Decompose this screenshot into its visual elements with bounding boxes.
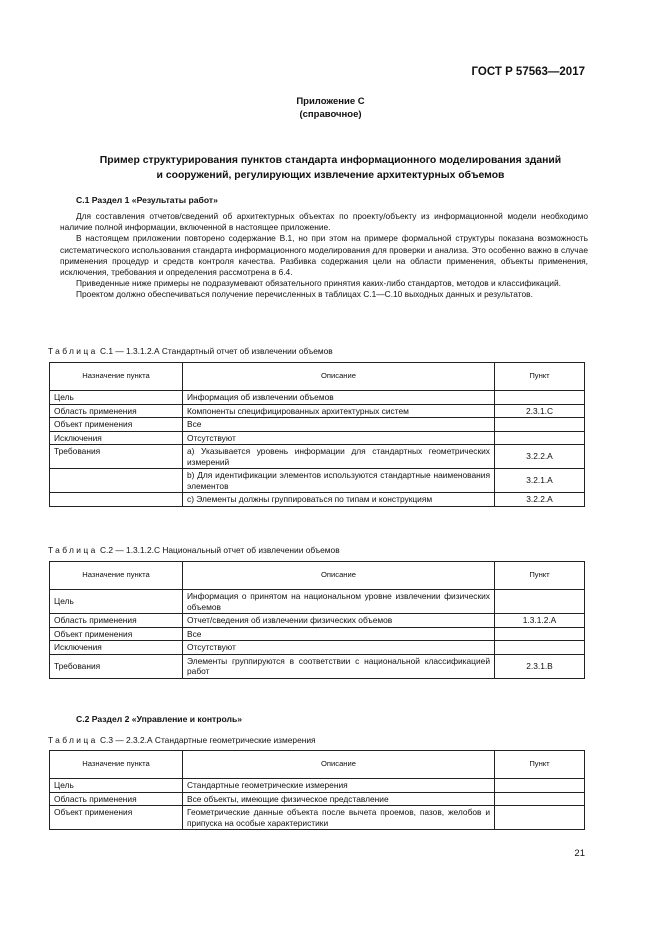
section1-heading: С.1 Раздел 1 «Результаты работ» <box>76 195 218 205</box>
standard-number: ГОСТ Р 57563—2017 <box>471 66 585 78</box>
table1-caption-label: Таблица <box>48 346 98 356</box>
header-purpose: Назначение пункта <box>50 751 183 779</box>
table-row <box>50 404 585 418</box>
table-row <box>50 418 585 432</box>
cell-description: Отчет/сведения об извлечении физических объемов <box>183 614 495 628</box>
cell-purpose: Объект применения <box>50 806 183 830</box>
cell-clause <box>495 590 585 614</box>
table1 <box>49 362 585 507</box>
cell-purpose: Исключения <box>50 641 183 655</box>
table-header-row <box>50 751 585 779</box>
header-description: Описание <box>183 751 495 779</box>
cell-purpose: Область применения <box>50 614 183 628</box>
table-header-row <box>50 363 585 391</box>
cell-clause: 3.2.1.А <box>495 469 585 493</box>
paragraph: Проектом должно обеспечиваться получение перечисленных в таблицах С.1—С.10 выходных данных и результатов. <box>76 289 533 300</box>
cell-description: Все <box>183 627 495 641</box>
table3-caption <box>48 735 316 745</box>
cell-clause: 3.2.2.А <box>495 445 585 469</box>
cell-clause <box>495 391 585 405</box>
cell-purpose: Требования <box>50 654 183 678</box>
cell-description: Все объекты, имеющие физическое представление <box>183 792 495 806</box>
section2-heading: С.2 Раздел 2 «Управление и контроль» <box>76 714 243 724</box>
table2-caption-text: С.2 — 1.3.1.2.С Национальный отчет об извлечении объемов <box>99 545 340 555</box>
cell-clause <box>495 431 585 445</box>
header-purpose: Назначение пункта <box>50 562 183 590</box>
cell-description: Отсутствуют <box>183 431 495 445</box>
table-row <box>50 641 585 655</box>
table2-caption <box>48 545 340 555</box>
cell-description: с) Элементы должны группироваться по типам и конструкциям <box>183 493 495 507</box>
cell-purpose: Цель <box>50 391 183 405</box>
annex-subtitle: (справочное) <box>299 109 362 120</box>
table-row <box>50 469 585 493</box>
header-description: Описание <box>183 363 495 391</box>
cell-purpose: Цель <box>50 590 183 614</box>
cell-description: а) Указывается уровень информации для стандартных геометрических измерений <box>183 445 495 469</box>
cell-purpose <box>50 493 183 507</box>
table3-caption-text: С.3 — 2.3.2.А Стандартные геометрические измерения <box>99 735 316 745</box>
main-title-line2: и сооружений, регулирующих извлечение архитектурных объемов <box>156 169 505 181</box>
cell-description: b) Для идентификации элементов используются стандартные наименования элементов <box>183 469 495 493</box>
table-row <box>50 627 585 641</box>
body-text <box>60 211 588 301</box>
table-row <box>50 654 585 678</box>
annex-title: Приложение С <box>296 96 365 107</box>
table3 <box>49 750 585 830</box>
cell-description: Стандартные геометрические измерения <box>183 779 495 793</box>
cell-purpose: Объект применения <box>50 418 183 432</box>
cell-description: Компоненты специфицированных архитектурных систем <box>183 404 495 418</box>
cell-clause: 1.3.1.2.А <box>495 614 585 628</box>
table-row <box>50 779 585 793</box>
table-row <box>50 614 585 628</box>
cell-clause <box>495 627 585 641</box>
cell-purpose: Цель <box>50 779 183 793</box>
table3-caption-label: Таблица <box>48 735 98 745</box>
table-header-row <box>50 562 585 590</box>
header-clause: Пункт <box>495 363 585 391</box>
cell-purpose: Объект применения <box>50 627 183 641</box>
cell-description: Геометрические данные объекта после вычета проемов, пазов, желобов и припуска на особые характеристики <box>183 806 495 830</box>
table2-caption-label: Таблица <box>48 545 98 555</box>
cell-clause: 3.2.2.А <box>495 493 585 507</box>
table-row <box>50 806 585 830</box>
cell-purpose: Область применения <box>50 792 183 806</box>
cell-purpose <box>50 469 183 493</box>
table-row <box>50 431 585 445</box>
cell-clause <box>495 792 585 806</box>
cell-purpose: Исключения <box>50 431 183 445</box>
cell-clause <box>495 779 585 793</box>
cell-clause: 2.3.1.В <box>495 654 585 678</box>
cell-description: Информация об извлечении объемов <box>183 391 495 405</box>
main-title-line1: Пример структурирования пунктов стандарта информационного моделирования зданий <box>99 155 562 166</box>
header-clause: Пункт <box>495 751 585 779</box>
cell-clause <box>495 806 585 830</box>
main-title <box>60 154 601 183</box>
header-clause: Пункт <box>495 562 585 590</box>
table1-caption-text: С.1 — 1.3.1.2.А Стандартный отчет об извлечении объемов <box>99 346 333 356</box>
table1-caption <box>48 346 333 356</box>
cell-description: Отсутствуют <box>183 641 495 655</box>
cell-purpose: Требования <box>50 445 183 469</box>
cell-description: Элементы группируются в соответствии с национальной классификацией работ <box>183 654 495 678</box>
header-purpose: Назначение пункта <box>50 363 183 391</box>
cell-clause: 2.3.1.С <box>495 404 585 418</box>
table2 <box>49 561 585 679</box>
table-row <box>50 493 585 507</box>
cell-clause <box>495 641 585 655</box>
table-row <box>50 792 585 806</box>
page-number: 21 <box>574 848 585 859</box>
annex-heading <box>0 95 661 121</box>
table-row <box>50 445 585 469</box>
cell-description: Информация о принятом на национальном уровне извлечении физических объемов <box>183 590 495 614</box>
cell-purpose: Область применения <box>50 404 183 418</box>
paragraph: Приведенные ниже примеры не подразумевают обязательного принятия каких-либо стандартов, методов и классификаций. <box>76 278 561 289</box>
paragraph: Для составления отчетов/сведений об архитектурных объектах по проекту/объекту из информационной модели необходимо наличие полной информации, включенной в настоящее приложение. <box>60 211 588 233</box>
paragraph: В настоящем приложении повторено содержание В.1, но при этом на примере формальной структуры показана возможность систематического использования стандарта информационного моделирования для проверки и анализа. Это особенно важно в случае применения процедур и средств контроля качества. Разбивка содержания цели на области применения, объекты применения, исключения, требования и определения рассмотрена в 6.4. <box>60 233 588 278</box>
cell-description: Все <box>183 418 495 432</box>
header-description: Описание <box>183 562 495 590</box>
table-row <box>50 391 585 405</box>
table-row <box>50 590 585 614</box>
cell-clause <box>495 418 585 432</box>
